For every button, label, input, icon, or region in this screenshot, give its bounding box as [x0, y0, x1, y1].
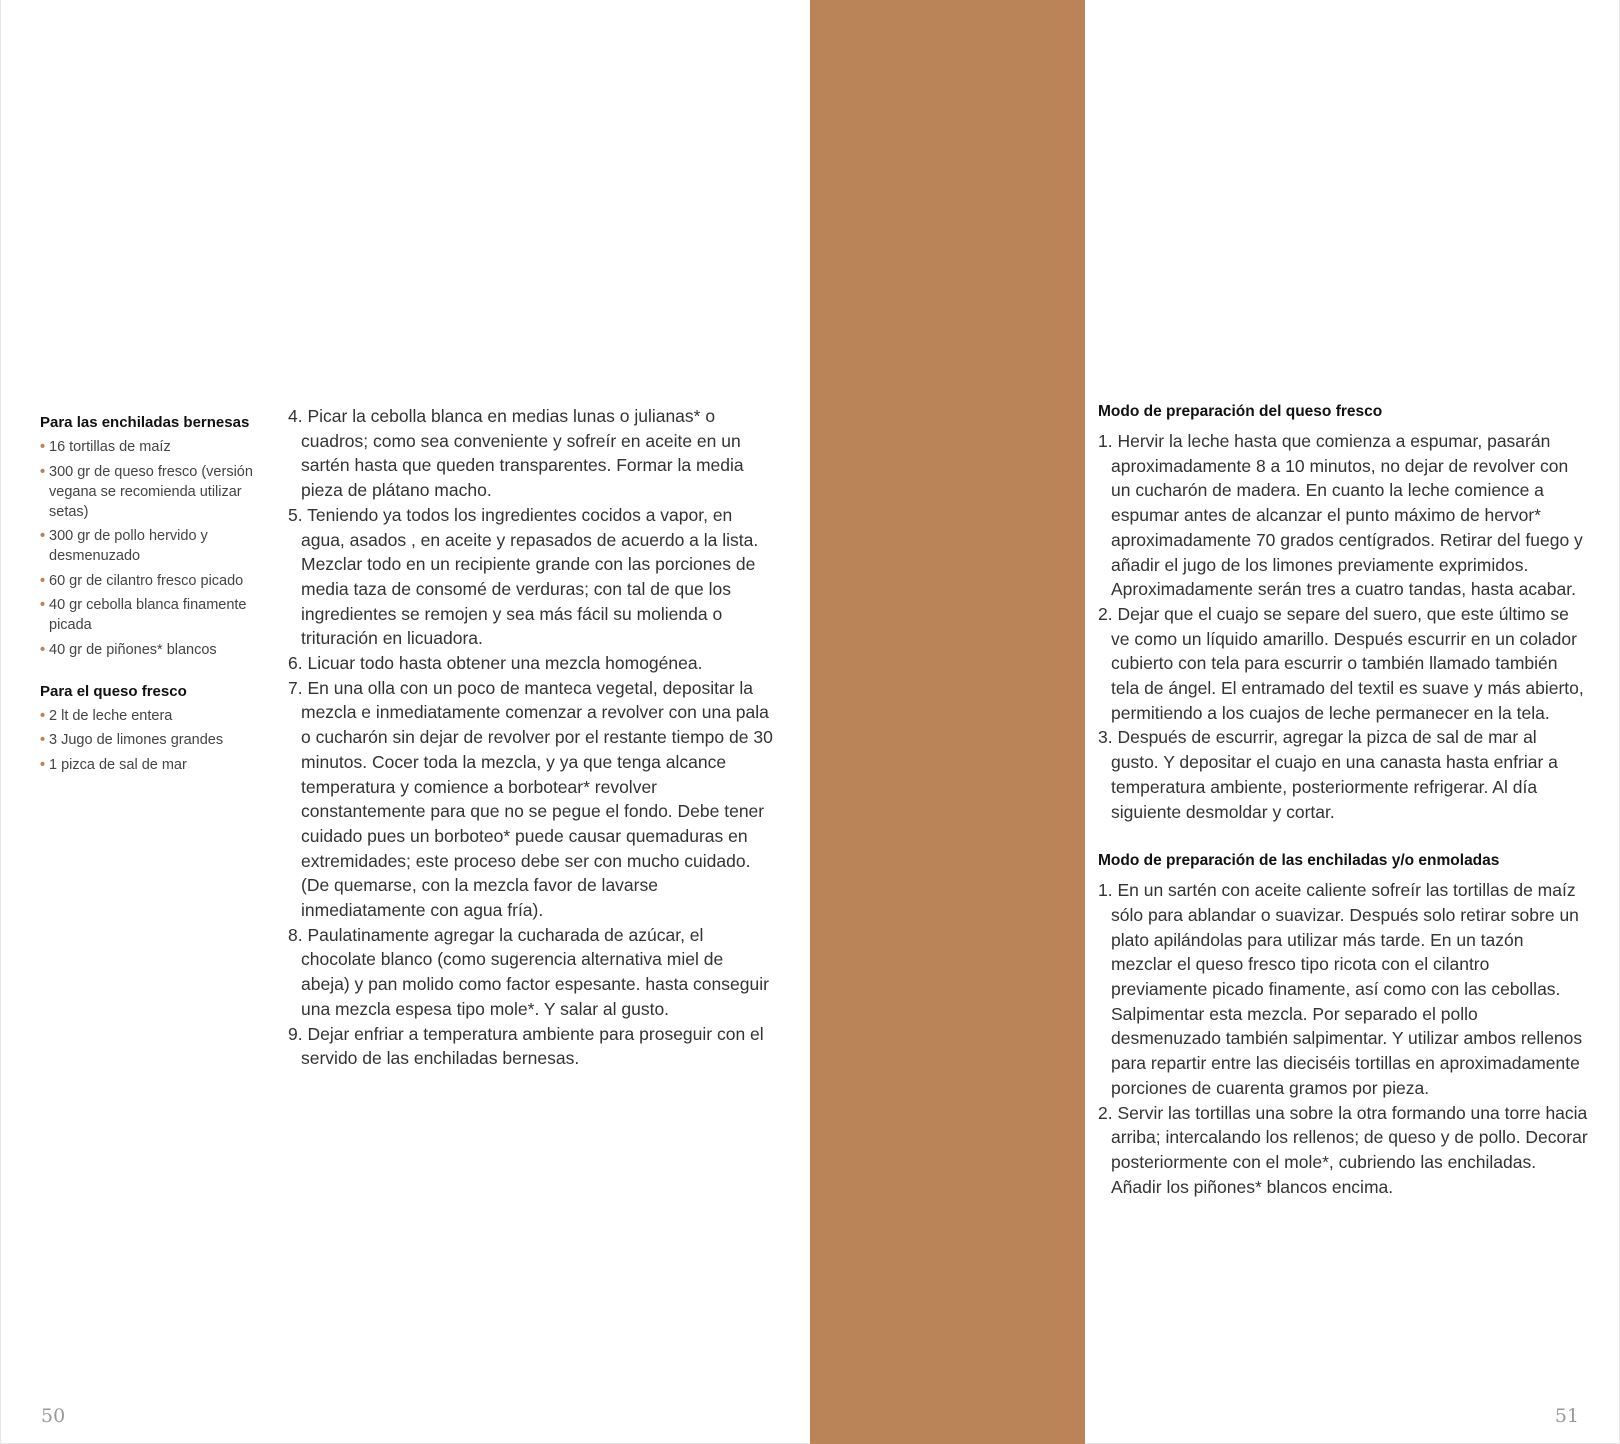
ingredients-column — [40, 413, 285, 779]
bullet-icon: • — [40, 572, 46, 589]
steps-list-mole — [288, 404, 776, 1071]
page-number-left: 50 — [41, 1405, 66, 1427]
step-item: 9. Dejar enfriar a temperatura ambiente para proseguir con el servido de las enchiladas bernesas. — [288, 1023, 764, 1069]
bullet-icon: • — [40, 732, 46, 748]
bullet-icon: • — [40, 597, 46, 613]
bullet-icon: • — [40, 641, 46, 658]
section-heading-queso: Modo de preparación del queso fresco — [1098, 403, 1383, 420]
page-edge-left — [0, 0, 1, 1444]
ingredient-item: • 300 gr de queso fresco (versión vegana se recomienda utilizar setas) — [40, 463, 253, 520]
step-item: 2. Servir las tortillas una sobre la otra formando una torre hacia arriba; intercalando los rellenos; de queso y de pollo. Decorar posteriormente con el mole*, cubriendo las enchiladas. Añadir los piñones* blancos encima. — [1098, 1102, 1588, 1197]
step-item: 1. En un sartén con aceite caliente sofreír las tortillas de maíz sólo para ablandar o suavizar. Después solo retirar sobre un plato apilándolas para utilizar más tarde. En un tazón mezclar el queso fresco tipo ricota con el cilantro previamente picado finamente, así como con las cebollas. Salpimentar esta mezcla. Por separado el pollo desmenuzado también salpimentar. Y utilizar ambos rellenos para repartir entre las dieciséis tortillas en aproximadamente porciones de cuarenta gramos por pieza. — [1098, 880, 1583, 1098]
ingredient-item: • 60 gr de cilantro fresco picado — [40, 572, 244, 589]
step-item: 7. En una olla con un poco de manteca vegetal, depositar la mezcla e inmediatamente comenzar a revolver con una pala o cucharón sin dejar de revolver por el restante tiempo de 30 minutos. Cocer toda la mezcla, y ya que tenga alcance temperatura y comience a borbotear* revolver constantemente para que no se pegue el fondo. Debe tener cuidado pues un borboteo* puede causar quemaduras en extremidades; este proceso debe ser con mucho cuidado. (De quemarse, con la mezcla favor de lavarse inmediatamente con agua fría). — [288, 677, 773, 921]
bullet-icon: • — [40, 528, 46, 544]
step-item: 3. Después de escurrir, agregar la pizca de sal de mar al gusto. Y depositar el cuajo en una canasta hasta enfriar a temperatura ambiente, posteriormente refrigerar. Al día siguiente desmoldar y cortar. — [1098, 727, 1558, 822]
step-item: 5. Teniendo ya todos los ingredientes cocidos a vapor, en agua, asados , en aceite y repasados de acuerdo a la lista. Mezclar todo en un recipiente grande con las porciones de media taza de consomé de verduras; con tal de que los ingredientes se remojen y sea más fácil su molienda o trituración en licuadora. — [288, 504, 759, 649]
ingredient-item: • 1 pizca de sal de mar — [40, 756, 187, 773]
step-item: 4. Picar la cebolla blanca en medias lunas o julianas* o cuadros; como sea conveniente y sofreír en aceite en un sartén hasta que queden transparentes. Formar la media pieza de plátano macho. — [288, 406, 744, 501]
ingredient-item: • 2 lt de leche entera — [40, 707, 173, 724]
ingredients-list-enchiladas — [40, 437, 285, 660]
ingredient-item: • 300 gr de pollo hervido y desmenuzado — [40, 528, 208, 564]
steps-list-enchiladas — [1098, 878, 1588, 1199]
ingredients-heading-queso: Para el queso fresco — [40, 682, 187, 700]
ingredient-item: • 40 gr de piñones* blancos — [40, 641, 217, 658]
step-item: 6. Licuar todo hasta obtener una mezcla homogénea. — [288, 653, 703, 674]
steps-column-right — [1098, 401, 1588, 1199]
bullet-icon: • — [40, 756, 46, 773]
section-heading-enchiladas: Modo de preparación de las enchiladas y/o enmoladas — [1098, 852, 1500, 870]
ingredients-heading-enchiladas: Para las enchiladas bernesas — [40, 414, 250, 431]
accent-color-band — [810, 0, 1085, 1444]
ingredient-item: • 3 Jugo de limones grandes — [40, 732, 224, 748]
ingredient-item: • 16 tortillas de maíz — [40, 439, 171, 455]
bullet-icon: • — [40, 707, 46, 724]
bullet-icon: • — [40, 439, 46, 455]
bullet-icon: • — [40, 463, 46, 480]
step-item: 1. Hervir la leche hasta que comienza a espumar, pasarán aproximadamente 8 a 10 minutos, no dejar de revolver con un cucharón de madera. En cuanto la leche comience a espumar antes de alcanzar el punto máximo de hervor* aproximadamente 70 grados centígrados. Retirar del fuego y añadir el jugo de los limones previamente exprimidos. Aproximadamente serán tres a cuatro tandas, hasta acabar. — [1098, 431, 1583, 600]
steps-column-left — [288, 404, 776, 1071]
ingredient-item: • 40 gr cebolla blanca finamente picada — [40, 597, 247, 633]
step-item: 2. Dejar que el cuajo se separe del suero, que este último se ve como un líquido amarillo. Después escurrir en un colador cubierto con tela para escurrir o también llamado también tela de ángel. El entramado del textil es suave y más abierto, permitiendo a los cuajos de leche permanecer en la tela. — [1098, 603, 1584, 723]
step-item: 8. Paulatinamente agregar la cucharada de azúcar, el chocolate blanco (como sugerencia alternativa miel de abeja) y pan molido como factor espesante. hasta conseguir una mezcla espesa tipo mole*. Y salar al gusto. — [288, 924, 769, 1019]
page-number-right: 51 — [1554, 1405, 1579, 1427]
ingredients-list-queso — [40, 706, 285, 775]
steps-list-queso — [1098, 429, 1588, 824]
